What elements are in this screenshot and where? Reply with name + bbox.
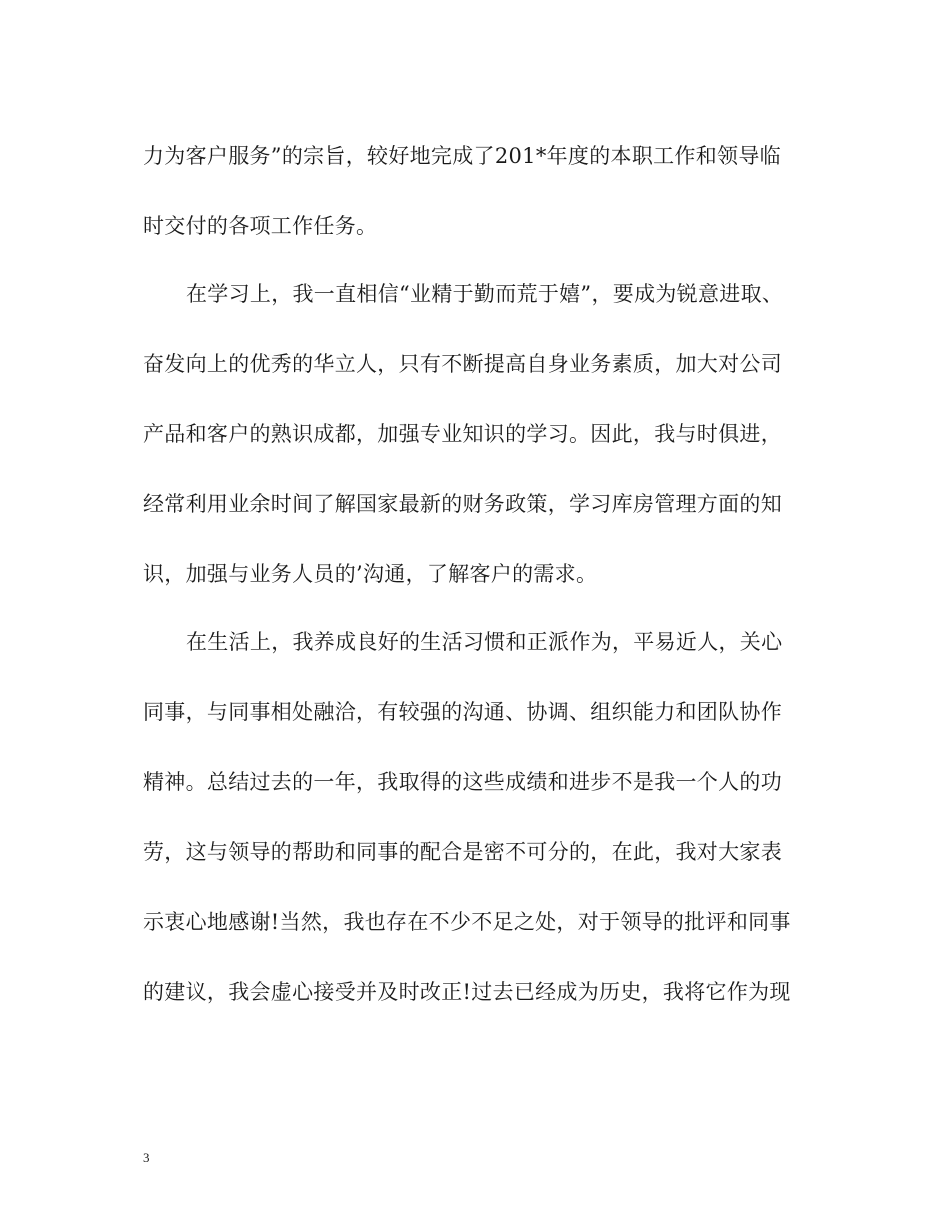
text-line-11: 劳，这与领导的帮助和同事的配合是密不可分的，在此，我对大家表 <box>143 840 782 864</box>
text-line-4: 奋发向上的优秀的华立人，只有不断提高自身业务素质，加大对公司 <box>143 352 782 376</box>
text-line-2: 时交付的各项工作任务。 <box>143 214 378 238</box>
text-line-5: 产品和客户的熟识成都，加强专业知识的学习。因此，我与时俱进， <box>143 422 782 446</box>
text-line-13: 的建议，我会虚心接受并及时改正!过去已经成为历史，我将它作为现 <box>143 980 791 1004</box>
text-line-10: 精神。总结过去的一年，我取得的这些成绩和进步不是我一个人的功 <box>143 770 782 794</box>
page-number: 3 <box>143 1150 150 1165</box>
text-line-8: 在生活上，我养成良好的生活习惯和正派作为，平易近人，关心 <box>186 630 783 654</box>
text-line-9: 同事，与同事相处融洽，有较强的沟通、协调、组织能力和团队协作 <box>143 700 782 724</box>
text-line-3: 在学习上，我一直相信“业精于勤而荒于嬉”，要成为锐意进取、 <box>186 282 784 306</box>
text-line-6: 经常利用业余时间了解国家最新的财务政策，学习库房管理方面的知 <box>143 492 782 516</box>
text-line-12: 示衷心地感谢!当然，我也存在不少不足之处，对于领导的批评和同事 <box>143 910 791 934</box>
text-line-1: 力为客户服务”的宗旨，较好地完成了201*年度的本职工作和领导临 <box>143 144 781 168</box>
text-line-7: 识，加强与业务人员的’沟通，了解客户的需求。 <box>143 562 598 586</box>
